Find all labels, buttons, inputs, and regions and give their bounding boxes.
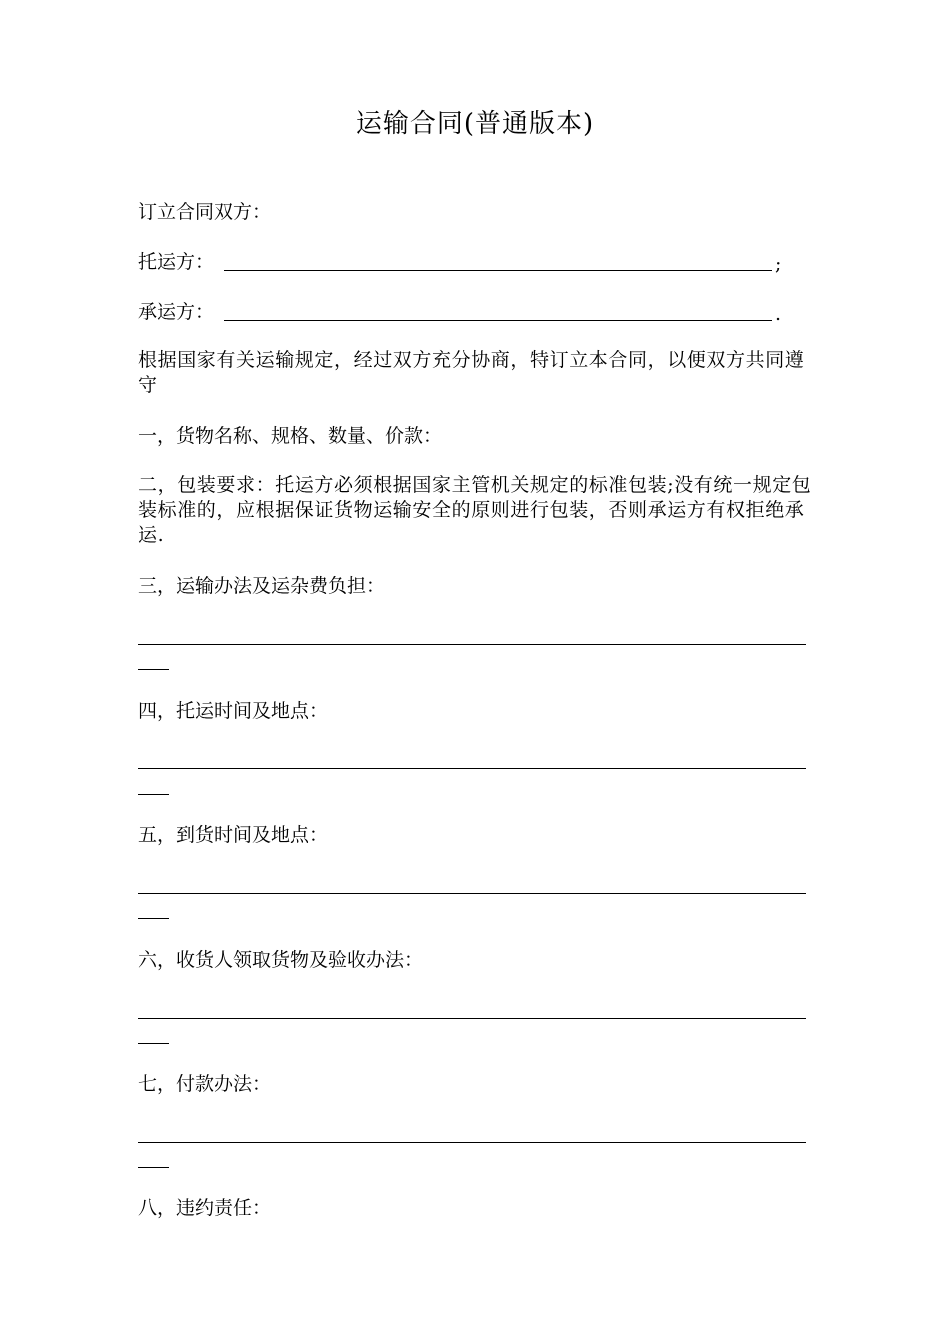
carrier-label: 承运方： bbox=[138, 301, 215, 323]
page-title: 运输合同(普通版本) bbox=[355, 109, 595, 139]
fill-in-line[interactable] bbox=[138, 768, 806, 769]
fill-in-line[interactable] bbox=[138, 1142, 806, 1143]
fill-in-line-tail bbox=[138, 669, 169, 670]
shipper-label: 托运方： bbox=[138, 251, 215, 273]
shipper-end-mark: ; bbox=[775, 253, 782, 275]
section-heading: 四，托运时间及地点： bbox=[138, 700, 329, 722]
fill-in-line[interactable] bbox=[138, 893, 806, 894]
preamble-paragraph: 根据国家有关运输规定，经过双方充分协商，特订立本合同，以便双方共同遵守 bbox=[138, 349, 805, 396]
fill-in-line[interactable] bbox=[138, 644, 806, 645]
fill-in-line-tail bbox=[138, 1167, 169, 1168]
carrier-end-mark: . bbox=[775, 303, 782, 325]
fill-in-line-tail bbox=[138, 794, 169, 795]
fill-in-line-tail bbox=[138, 918, 169, 919]
fill-in-line-tail bbox=[138, 1043, 169, 1044]
fill-in-line[interactable] bbox=[138, 1018, 806, 1019]
section-heading: 七，付款办法： bbox=[138, 1073, 272, 1095]
section-heading: 三，运输办法及运杂费负担： bbox=[138, 575, 386, 597]
carrier-blank-line[interactable] bbox=[224, 320, 772, 321]
section-heading: 六，收货人领取货物及验收办法： bbox=[138, 949, 424, 971]
section-paragraph: 二，包装要求：托运方必须根据国家主管机关规定的标准包装;没有统一规定包装标准的，应根据保证货物运输安全的原则进行包装，否则承运方有权拒绝承运. bbox=[138, 474, 812, 546]
section-heading: 八，违约责任： bbox=[138, 1197, 272, 1219]
shipper-blank-line[interactable] bbox=[224, 270, 772, 271]
parties-heading: 订立合同双方： bbox=[138, 201, 272, 223]
section-heading: 五，到货时间及地点： bbox=[138, 824, 329, 846]
section-heading: 一，货物名称、规格、数量、价款： bbox=[138, 425, 443, 447]
